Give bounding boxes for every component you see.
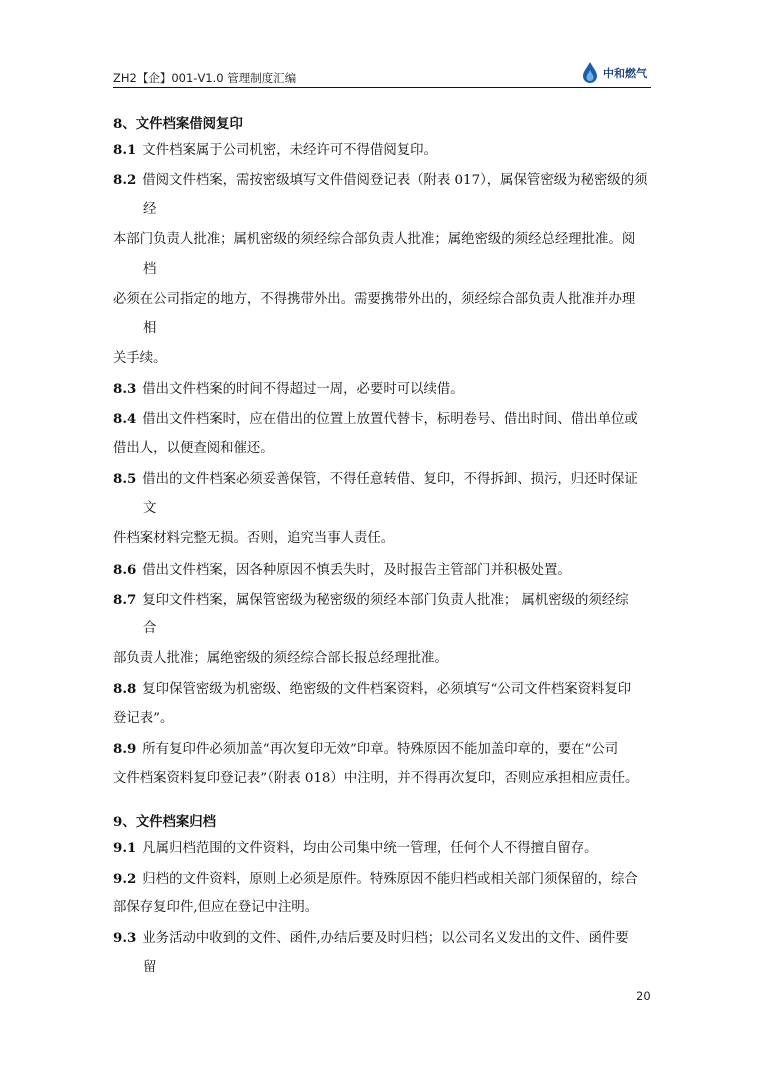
text-line: 必须在公司指定的地方，不得携带外出。需要携带外出的，须经综合部负责人批准并办理	[113, 292, 636, 307]
text-line: 相	[143, 321, 157, 336]
item-number: 9.3	[113, 930, 137, 946]
section-heading: 8、文件档案借阅复印	[113, 116, 243, 132]
item-text: 复印保管密级为机密级、绝密级的文件档案资料，必须填写“公司文件档案资料复印	[142, 682, 632, 697]
text-line: 合	[143, 621, 157, 636]
item-number: 8.2	[113, 172, 137, 188]
text-line: 部负责人批准；属绝密级的须经综合部长报总经理批准。	[113, 651, 448, 666]
list-item	[113, 591, 629, 610]
text-line: 留	[143, 960, 157, 975]
company-logo	[580, 60, 647, 86]
text-line: 文	[143, 501, 157, 516]
item-text: 复印文件档案，属保管密级为秘密级的须经本部门负责人批准； 属机密级的须经综	[142, 593, 629, 608]
item-number: 8.3	[113, 381, 137, 397]
item-text: 凡属归档范围的文件资料，均由公司集中统一管理，任何个人不得擅自留存。	[142, 841, 598, 856]
list-item	[113, 839, 598, 858]
page-header	[113, 58, 651, 88]
document-title: ZH2【企】001-V1.0 管理制度汇编	[113, 71, 297, 85]
item-number: 8.4	[113, 411, 137, 427]
list-item	[113, 561, 571, 580]
list-item	[113, 141, 437, 160]
text-line: 文件档案资料复印登记表”（附表 018）中注明，并不得再次复印，否则应承担相应责任。	[113, 771, 639, 786]
list-item	[113, 410, 638, 429]
page-number: 20	[636, 989, 651, 1003]
list-item	[113, 870, 638, 889]
item-text: 文件档案属于公司机密，未经许可不得借阅复印。	[142, 143, 437, 158]
item-text: 归档的文件资料，原则上必须是原件。特殊原因不能归档或相关部门须保留的，综合	[142, 872, 638, 887]
list-item	[113, 740, 618, 759]
item-number: 8.1	[113, 142, 137, 158]
item-text: 业务活动中收到的文件、函件,办结后要及时归档；以公司名义发出的文件、函件要	[142, 931, 629, 946]
text-line: 登记表”。	[113, 711, 174, 726]
item-number: 8.6	[113, 562, 137, 578]
header-divider	[113, 87, 651, 88]
flame-drop-icon	[580, 61, 600, 85]
text-line: 经	[143, 202, 157, 217]
text-line: 关手续。	[113, 351, 167, 366]
item-number: 9.2	[113, 871, 137, 887]
item-text: 借出的文件档案必须妥善保管，不得任意转借、复印，不得拆卸、损污，归还时保证	[142, 472, 638, 487]
item-number: 9.1	[113, 840, 137, 856]
item-number: 8.9	[113, 741, 137, 757]
item-text: 所有复印件必须加盖“再次复印无效”印章。特殊原因不能加盖印章的，要在“公司	[142, 742, 619, 757]
text-line: 借出人，以便查阅和催还。	[113, 441, 274, 456]
list-item	[113, 929, 629, 948]
list-item	[113, 680, 631, 699]
item-text: 借出文件档案的时间不得超过一周，必要时可以续借。	[142, 382, 464, 397]
text-line: 部保存复印件,但应在登记中注明。	[113, 900, 319, 915]
item-number: 8.5	[113, 471, 137, 487]
text-line: 件档案材料完整无损。否则，追究当事人责任。	[113, 531, 395, 546]
item-text: 借出文件档案，因各种原因不慎丢失时，及时报告主管部门并积极处置。	[142, 563, 571, 578]
item-text: 借阅文件档案，需按密级填写文件借阅登记表（附表 017），属保管密级为秘密级的须	[142, 173, 648, 188]
item-number: 8.8	[113, 681, 137, 697]
list-item	[113, 470, 638, 489]
logo-text: 中和燃气	[603, 67, 647, 80]
list-item	[113, 171, 647, 190]
item-text: 借出文件档案时，应在借出的位置上放置代替卡，标明卷号、借出时间、借出单位或	[142, 412, 638, 427]
text-line: 本部门负责人批准；属机密级的须经综合部负责人批准；属绝密级的须经总经理批准。阅	[113, 232, 636, 247]
text-line: 档	[143, 262, 157, 277]
section-heading: 9、文件档案归档	[113, 814, 217, 830]
list-item	[113, 380, 464, 399]
item-number: 8.7	[113, 592, 137, 608]
